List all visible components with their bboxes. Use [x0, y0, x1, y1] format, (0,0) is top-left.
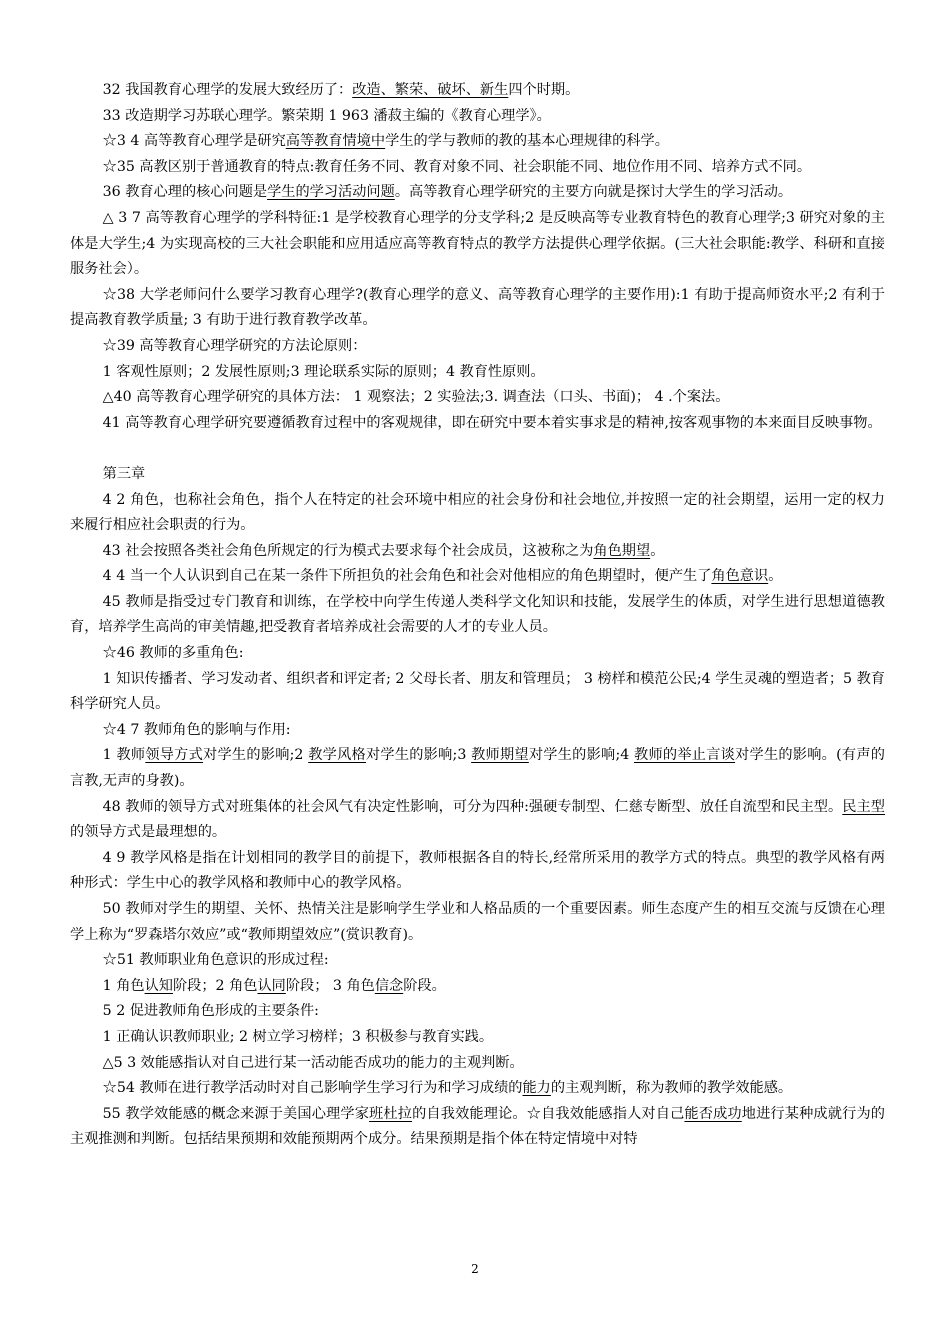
paragraph: [70, 206, 885, 283]
text-run: 33 改造期学习苏联心理学。繁荣期 1 963 潘菽主编的《教育心理学》。: [102, 107, 551, 124]
underlined-term: 认同: [257, 977, 286, 994]
page-number: 2: [471, 1262, 479, 1276]
text-run: △40 高等教育心理学研究的具体方法： 1 观察法；2 实验法;3. 调查法（口头、书面)； 4 .个案法。: [102, 389, 730, 406]
text-run: 。: [768, 568, 783, 585]
paragraph: [70, 360, 885, 386]
text-run: 36 教育心理的核心问题是: [102, 184, 268, 201]
paragraph: [70, 999, 885, 1025]
text-run: ☆54 教师在进行教学活动时对自己影响学生学习行为和学习成绩的: [102, 1080, 523, 1097]
paragraph: [70, 155, 885, 181]
underlined-term: 教学风格: [308, 747, 366, 764]
text-run: ☆4 7 教师角色的影响与作用:: [102, 721, 291, 738]
text-run: 对学生的影响。(有声的言教,无声的身教)。: [70, 747, 885, 790]
text-run: 4 2 角色，也称社会角色，指个人在特定的社会环境中相应的社会身份和社会地位,并按照一定的社会期望，运用一定的权力来履行相应社会职责的行为。: [70, 491, 885, 534]
text-run: 1 角色: [102, 977, 145, 994]
text-run: 48 教师的领导方式对班集体的社会风气有决定性影响，可分为四种:强硬专制型、仁慈专断型、放任自流型和民主型。: [102, 798, 843, 815]
text-run: 对学生的影响;2: [203, 747, 309, 764]
underlined-term: 认知: [144, 977, 173, 994]
underlined-term: 教师的举止言谈: [634, 747, 736, 764]
underlined-term: 信念: [374, 977, 404, 994]
text-run: ☆51 教师职业角色意识的形成过程:: [102, 952, 329, 969]
text-run: 41 高等教育心理学研究要遵循教育过程中的客观规律，即在研究中要本着实事求是的精神,按客观事物的本来面目反映事物。: [102, 414, 882, 431]
paragraph: [70, 974, 885, 1000]
text-run: 阶段；2 角色: [172, 977, 258, 994]
text-run: 地进行某种成就行为的主观推测和判断。包括结果预期和效能预期两个成分。结果预期是指个体在特定情境中对特: [70, 1105, 885, 1148]
underlined-term: 能否成功: [684, 1105, 742, 1122]
text-run: 1 教师: [102, 747, 146, 764]
text-run: △5 3 效能感指认对自己进行某一活动能否成功的能力的主观判断。: [102, 1054, 524, 1071]
paragraph: [70, 129, 885, 155]
underlined-term: 改造、繁荣、破坏、新生: [352, 82, 509, 98]
text-run: △ 3 7 高等教育心理学的学科特征:1 是学校教育心理学的分支学科;2 是反映高等专业教育特色的教育心理学;3 研究对象的主体是大学生;4 为实现高校的三大社会职能和应用适应高等教育特点的教学方法提供心理学依据。(三大社会职能:教学、科研和直接服务社会）。: [70, 209, 885, 278]
document-body: [70, 78, 885, 1153]
underlined-term: 民主型: [842, 798, 885, 815]
text-run: 1 客观性原则；2 发展性原则;3 理论联系实际的原则；4 教育性原则。: [102, 363, 545, 380]
underlined-term: 角色期望: [593, 542, 651, 559]
paragraph: [70, 78, 885, 104]
text-run: 对学生的影响;4: [528, 747, 635, 764]
paragraph: [70, 590, 885, 641]
text-run: 4 9 教学风格是指在计划相同的教学目的前提下，教师根据各自的特长,经常所采用的教学方式的特点。典型的教学风格有两种形式：学生中心的教学风格和教师中心的教学风格。: [70, 849, 885, 892]
text-run: 。高等教育心理学研究的主要方向就是探讨大学生的学习活动。: [394, 184, 793, 201]
text-run: 1 知识传播者、学习发动者、组织者和评定者; 2 父母长者、朋友和管理员； 3 榜样和模范公民;4 学生灵魂的塑造者；5 教育科学研究人员。: [70, 670, 885, 713]
text-run: ☆46 教师的多重角色:: [102, 645, 244, 662]
text-run: 学生的学与教师的教的基本心理规律的科学。: [385, 133, 669, 150]
text-run: ☆3 4 高等教育心理学是研究: [102, 133, 286, 150]
underlined-term: 角色意识: [711, 568, 769, 585]
paragraph: [70, 667, 885, 718]
paragraph: [70, 1076, 885, 1102]
text-run: ☆35 高教区别于普通教育的特点:教育任务不同、教育对象不同、社会职能不同、地位作用不同、培养方式不同。: [102, 158, 812, 175]
paragraph: [70, 462, 885, 488]
text-run: 的领导方式是最理想的。: [70, 824, 227, 841]
paragraph: [70, 1025, 885, 1051]
text-run: 55 教学效能感的概念来源于美国心理学家: [102, 1105, 370, 1122]
underlined-term: 学生的学习活动问题: [267, 184, 395, 201]
text-run: ☆39 高等教育心理学研究的方法论原则：: [102, 337, 367, 354]
text-run: 43 社会按照各类社会角色所规定的行为模式去要求每个社会成员，这被称之为: [102, 542, 594, 559]
paragraph: [70, 641, 885, 667]
text-run: 45 教师是指受过专门教育和训练，在学校中向学生传递人类科学文化知识和技能，发展学生的体质，对学生进行思想道德教育，培养学生高尚的审美情趣,把受教育者培养成社会需要的人才的专业人员。: [70, 593, 885, 636]
paragraph: [70, 334, 885, 360]
paragraph: [70, 411, 885, 437]
paragraph: [70, 385, 885, 411]
text-run: ☆38 大学老师问什么要学习教育心理学?(教育心理学的意义、高等教育心理学的主要作用):1 有助于提高师资水平;2 有利于提高教育教学质量; 3 有助于进行教育教学改革。: [70, 286, 885, 329]
text-run: 32 我国教育心理学的发展大致经历了：: [102, 82, 353, 98]
underlined-term: 班杜拉: [369, 1105, 413, 1122]
paragraph: [70, 846, 885, 897]
text-run: 四个时期。: [508, 82, 580, 98]
paragraph: [70, 795, 885, 846]
paragraph: [70, 283, 885, 334]
paragraph: [70, 488, 885, 539]
text-run: 的主观判断，称为教师的教学效能感。: [550, 1080, 793, 1097]
text-run: 。: [650, 542, 665, 559]
underlined-term: 领导方式: [145, 747, 204, 764]
underlined-term: 能力: [522, 1080, 551, 1097]
text-run: 阶段； 3 角色: [285, 977, 375, 994]
paragraph: [70, 1051, 885, 1077]
text-run: 50 教师对学生的期望、关怀、热情关注是影响学生学业和人格品质的一个重要因素。师生态度产生的相互交流与反馈在心理学上称为“罗森塔尔效应”或“教师期望效应”(赏识教育)。: [70, 901, 885, 943]
underlined-term: 教师期望: [471, 747, 529, 764]
text-run: 对学生的影响;3: [365, 747, 472, 764]
paragraph: [70, 718, 885, 744]
text-run: 的自我效能理论。☆自我效能感指人对自己: [412, 1105, 685, 1122]
paragraph: [70, 1102, 885, 1153]
text-run: 阶段。: [403, 977, 446, 994]
paragraph: [70, 743, 885, 794]
paragraph: [70, 180, 885, 206]
paragraph: [70, 897, 885, 948]
text-run: 5 2 促进教师角色形成的主要条件:: [102, 1003, 319, 1020]
paragraph: [70, 104, 885, 130]
paragraph: [70, 564, 885, 590]
text-run: 1 正确认识教师职业; 2 树立学习榜样；3 积极参与教育实践。: [102, 1028, 494, 1045]
paragraph: [70, 539, 885, 565]
underlined-term: 高等教育情境中: [285, 133, 386, 150]
text-run: 第三章: [102, 465, 146, 482]
text-run: 4 4 当一个人认识到自己在某一条件下所担负的社会角色和社会对他相应的角色期望时，便产生了: [102, 568, 712, 585]
paragraph: [70, 948, 885, 974]
